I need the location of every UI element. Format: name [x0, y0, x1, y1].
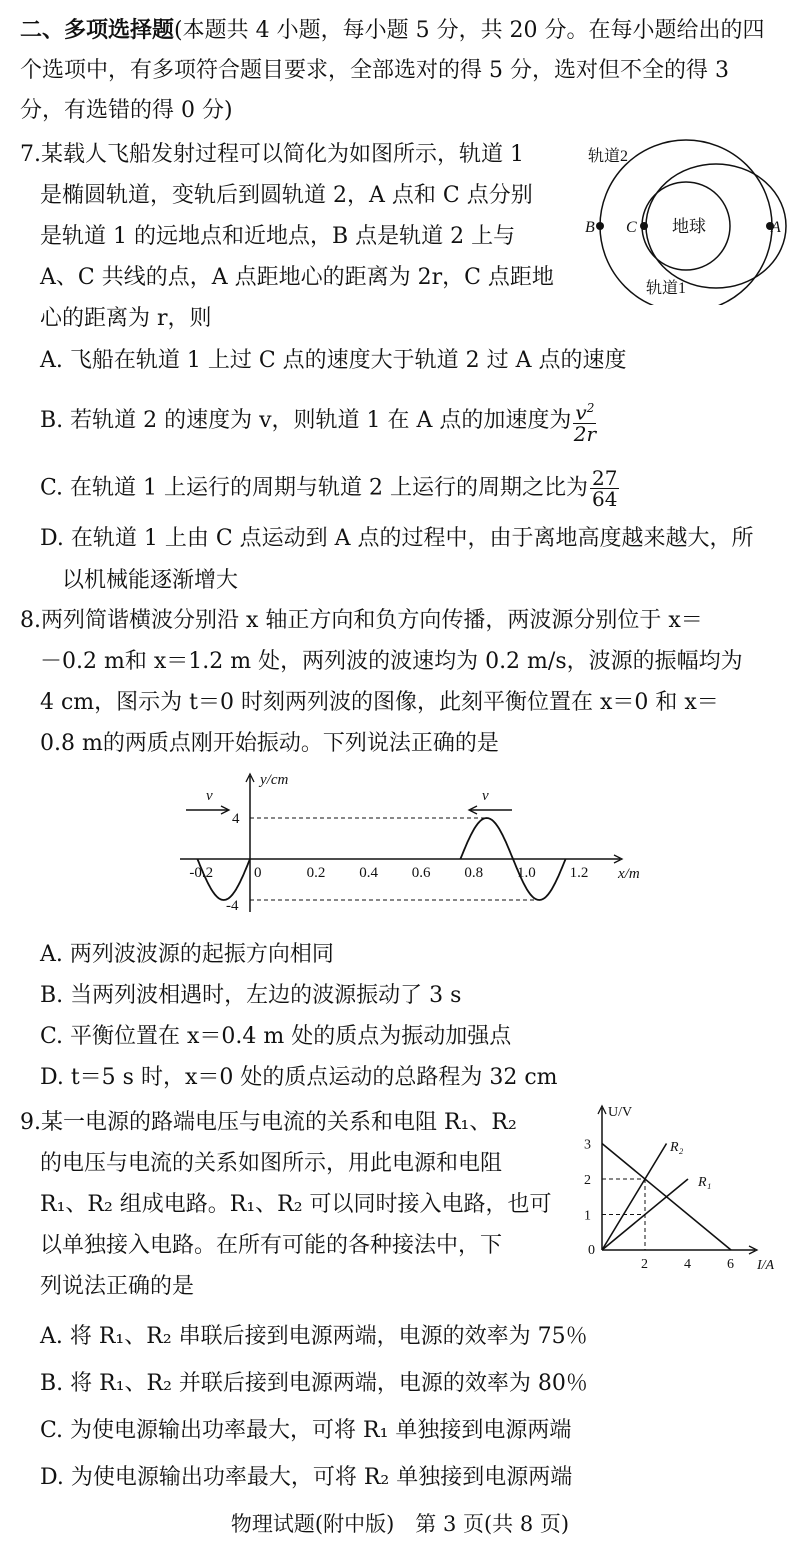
ui-y-tick: 3 — [584, 1137, 591, 1153]
wave-chart — [170, 772, 650, 922]
ui-x-tick: 2 — [641, 1257, 648, 1272]
y-tick-label: 4 — [232, 811, 240, 827]
q9-option-d[interactable]: D. 为使电源输出功率最大，可将 R₂ 单独接到电源两端 — [40, 1465, 573, 1490]
q7-option-d-2: 以机械能逐渐增大 — [62, 568, 239, 593]
q8-stem-4: 0.8 m的两质点刚开始振动。下列说法正确的是 — [40, 731, 499, 756]
orbit-1-label: 轨道1 — [646, 280, 687, 297]
x-tick-label: 0 — [254, 865, 262, 881]
y-tick-label: -4 — [226, 898, 239, 914]
q9-number: 9. — [20, 1110, 41, 1135]
ui-x-tick: 0 — [588, 1243, 595, 1258]
q8-number: 8. — [20, 608, 41, 633]
y-axis-label: y/cm — [260, 772, 289, 788]
point-B — [596, 222, 604, 230]
section-intro-3: 分，有选错的得 0 分) — [20, 98, 233, 123]
ui-y-tick: 2 — [584, 1173, 591, 1188]
q9-option-b[interactable]: B. 将 R₁、R₂ 并联后接到电源两端，电源的效率为 80％ — [40, 1371, 588, 1396]
q7-option-a[interactable]: A. 飞船在轨道 1 上过 C 点的速度大于轨道 2 过 A 点的速度 — [40, 348, 627, 373]
q9-stem-2: 的电压与电流的关系如图所示，用此电源和电阻 — [40, 1151, 503, 1176]
label-R2: R₂ — [670, 1140, 684, 1155]
q9-stem-1: 9.某一电源的路端电压与电流的关系和电阻 R₁、R₂ — [20, 1110, 517, 1135]
x-axis-label: x/m — [618, 866, 640, 882]
q7-number: 7. — [20, 142, 41, 167]
q7-option-b-fraction: $\frac{v^2}{2r}$ — [573, 398, 596, 444]
q8-option-b[interactable]: B. 当两列波相遇时，左边的波源振动了 3 s — [40, 983, 462, 1008]
velocity-right-label: v — [482, 788, 489, 804]
q7-stem-3: 是轨道 1 的远地点和近地点，B 点是轨道 2 上与 — [40, 224, 516, 249]
ui-y-tick: 1 — [584, 1208, 591, 1224]
q7-stem-5: 心的距离为 r，则 — [40, 306, 212, 331]
q7-stem-4: A、C 共线的点，A 点距地心的距离为 2r，C 点距地 — [40, 265, 554, 290]
q8-option-a[interactable]: A. 两列波波源的起振方向相同 — [40, 942, 334, 967]
q9-stem-4: 以单独接入电路。在所有可能的各种接法中，下 — [40, 1233, 503, 1258]
point-C — [640, 222, 648, 230]
x-tick-label: 0.6 — [411, 865, 431, 881]
q7-option-c-fraction: $\frac{27}{64}$ — [592, 466, 618, 511]
section-title: 二、多项选择题 — [20, 18, 175, 43]
label-C: C — [626, 219, 637, 236]
section-intro-line-1 — [20, 16, 765, 46]
q9-option-c[interactable]: C. 为使电源输出功率最大，可将 R₁ 单独接到电源两端 — [40, 1418, 572, 1443]
ui-x-tick: 4 — [684, 1257, 691, 1272]
q7-option-b[interactable]: B. 若轨道 2 的速度为 v，则轨道 1 在 A 点的加速度为 $\frac{v^2}{2r}$ — [40, 398, 596, 444]
page-footer: 物理试题(附中版) 第 3 页(共 8 页) — [230, 1512, 570, 1536]
x-tick-label: 1.0 — [517, 865, 536, 881]
ui-y-axis-label: U/V — [608, 1105, 633, 1120]
x-tick-label: 0.4 — [359, 865, 378, 881]
q8-stem-2: －0.2 m和 x＝1.2 m 处，两列波的波速均为 0.2 m/s，波源的振幅均为 — [40, 649, 743, 674]
q8-option-c[interactable]: C. 平衡位置在 x＝0.4 m 处的质点为振动加强点 — [40, 1024, 512, 1049]
ui-x-tick: 6 — [727, 1257, 734, 1272]
q7-stem-1: 7.某载人飞船发射过程可以简化为如图所示，轨道 1 — [20, 142, 524, 167]
velocity-left-label: v — [206, 788, 213, 804]
orbit-2-label: 轨道2 — [588, 148, 629, 165]
wave-axes — [180, 774, 622, 914]
q9-option-a[interactable]: A. 将 R₁、R₂ 串联后接到电源两端，电源的效率为 75％ — [40, 1324, 588, 1349]
label-B: B — [585, 219, 595, 236]
label-A: A — [771, 219, 781, 236]
ui-line-R2 — [602, 1144, 667, 1251]
x-tick-label: -0.2 — [189, 865, 214, 881]
x-tick-label: 0.2 — [306, 865, 326, 881]
ui-axes — [584, 1106, 757, 1272]
q7-option-c[interactable]: C. 在轨道 1 上运行的周期与轨道 2 上运行的周期之比为 $\frac{27}{64}$ — [40, 466, 618, 511]
ui-x-axis-label: I/A — [757, 1258, 775, 1273]
x-tick-label: 0.8 — [464, 865, 484, 881]
q8-stem-1: 8.两列简谐横波分别沿 x 轴正方向和负方向传播，两波源分别位于 x＝ — [20, 608, 703, 633]
q7-option-d-1[interactable]: D. 在轨道 1 上由 C 点运动到 A 点的过程中，由于离地高度越来越大，所 — [40, 526, 754, 551]
ui-chart — [580, 1100, 790, 1280]
section-intro-2: 个选项中，有多项符合题目要求，全部选对的得 5 分，选对但不全的得 3 — [20, 58, 729, 83]
label-R1: R₁ — [698, 1175, 712, 1190]
q7-stem-2: 是椭圆轨道，变轨后到圆轨道 2，A 点和 C 点分别 — [40, 183, 533, 208]
orbit-1-ellipse — [646, 164, 786, 288]
orbit-diagram — [578, 135, 788, 305]
q8-stem-3: 4 cm，图示为 t＝0 时刻两列波的图像，此刻平衡位置在 x＝0 和 x＝ — [40, 690, 719, 715]
earth-label: 地球 — [672, 217, 706, 236]
x-tick-label: 1.2 — [569, 865, 589, 881]
q8-option-d[interactable]: D. t＝5 s 时，x＝0 处的质点运动的总路程为 32 cm — [40, 1065, 558, 1090]
q9-stem-3: R₁、R₂ 组成电路。R₁、R₂ 可以同时接入电路，也可 — [40, 1192, 552, 1217]
q9-stem-5: 列说法正确的是 — [40, 1274, 195, 1299]
section-intro-1: (本题共 4 小题，每小题 5 分，共 20 分。在每小题给出的四 — [174, 18, 765, 43]
